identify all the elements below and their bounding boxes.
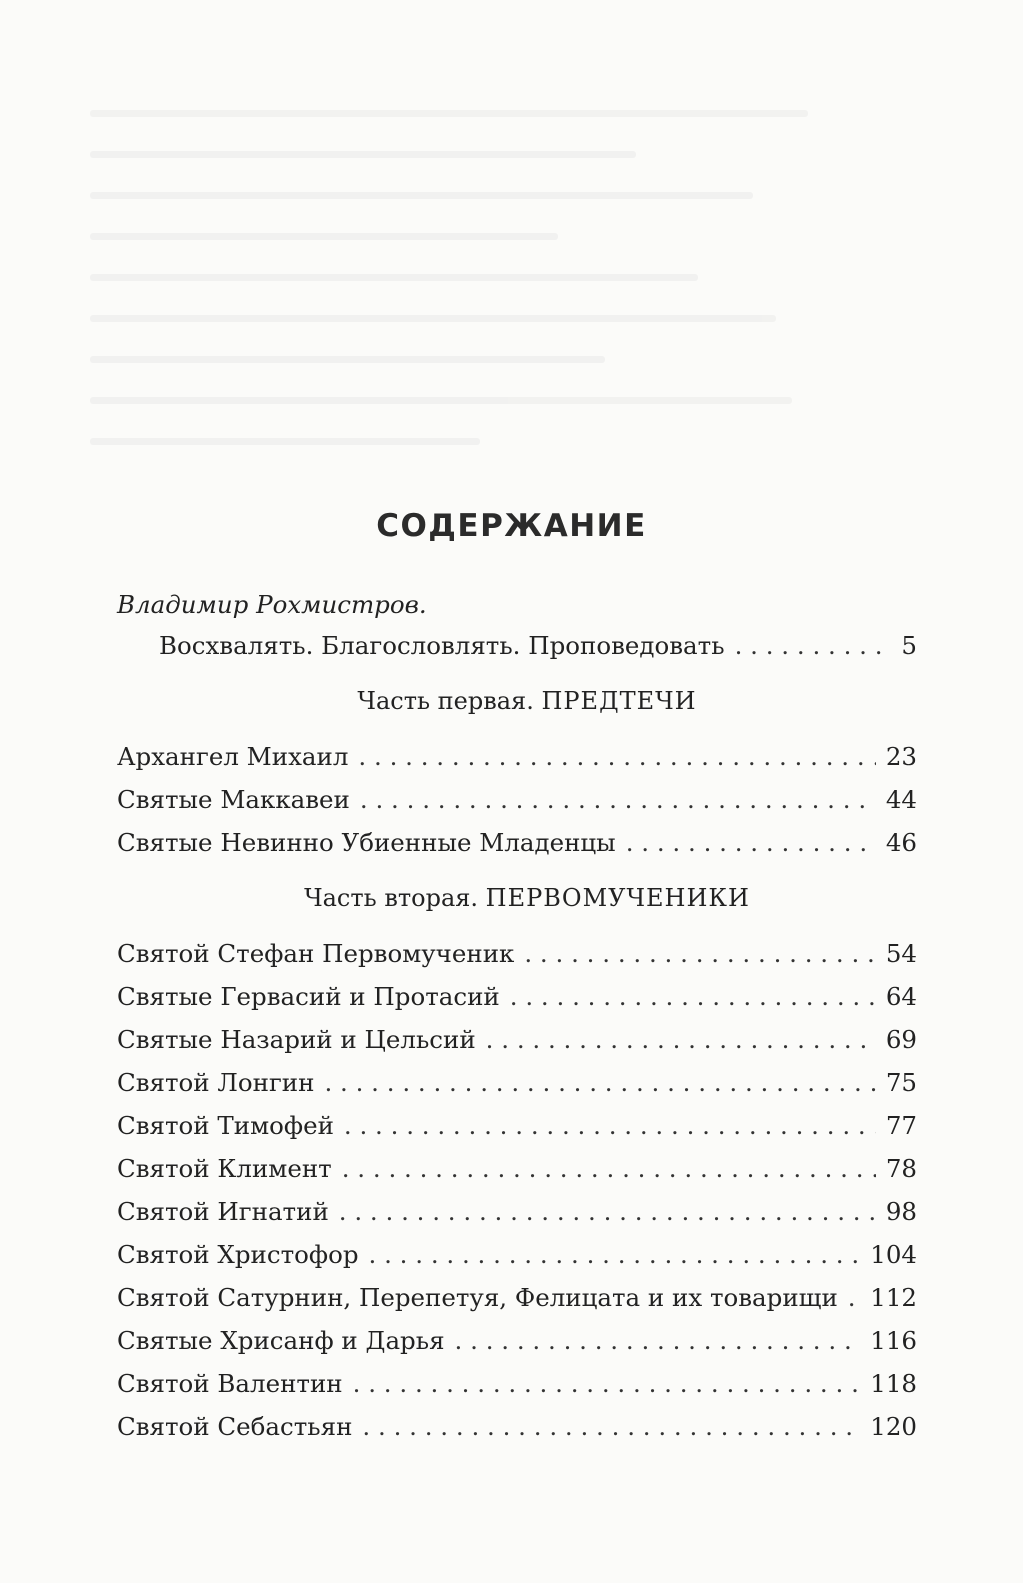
- toc-entry-label: Святой Игнатий: [117, 1197, 329, 1226]
- toc-entry-label: Святые Гервасий и Протасий: [117, 982, 500, 1011]
- leader-dots: [344, 1104, 876, 1147]
- toc-entry-intro[interactable]: [117, 624, 917, 667]
- leader-dots: [360, 778, 876, 821]
- leader-dots: [358, 735, 875, 778]
- toc-entry[interactable]: [117, 1061, 917, 1104]
- toc-entry-page: 23: [885, 742, 917, 771]
- toc-entry-label: Святые Хрисанф и Дарья: [117, 1326, 445, 1355]
- toc-entry[interactable]: [117, 778, 917, 821]
- leader-dots: [342, 1147, 876, 1190]
- toc-entry[interactable]: [117, 932, 917, 975]
- part-heading-1: [117, 667, 917, 735]
- toc-entry-label: Святые Маккавеи: [117, 785, 350, 814]
- toc-entry-label: Святые Невинно Убиенные Младенцы: [117, 828, 616, 857]
- toc-entry-page: 98: [885, 1197, 917, 1226]
- toc-entry-page: 104: [870, 1240, 917, 1269]
- leader-dots: [455, 1319, 861, 1362]
- toc-entry-page: 118: [870, 1369, 917, 1398]
- part-heading-2: [117, 864, 917, 932]
- bleed-through-text: [90, 110, 870, 510]
- leader-dots: [486, 1018, 876, 1061]
- toc-entry[interactable]: [117, 1147, 917, 1190]
- toc-entry-label: Святой Христофор: [117, 1240, 359, 1269]
- leader-dots: [369, 1233, 861, 1276]
- intro-author: Владимир Рохмистров.: [117, 590, 427, 619]
- toc-entry[interactable]: [117, 1405, 917, 1448]
- toc-entry-label: Святой Себастьян: [117, 1412, 353, 1441]
- toc-entry-label: Святой Стефан Первомученик: [117, 939, 515, 968]
- leader-dots: [848, 1276, 860, 1319]
- toc-entry-page: 54: [885, 939, 917, 968]
- toc-entry-page: 75: [885, 1068, 917, 1097]
- leader-dots: [353, 1362, 861, 1405]
- toc-entry[interactable]: [117, 1104, 917, 1147]
- toc-entry[interactable]: [117, 821, 917, 864]
- toc-entry-label: Святой Климент: [117, 1154, 332, 1183]
- part-heading-caps: ПРЕДТЕЧИ: [541, 687, 697, 715]
- leader-dots: [362, 1405, 860, 1448]
- toc-entry[interactable]: [117, 1190, 917, 1233]
- toc-entry-page: 46: [885, 828, 917, 857]
- table-of-contents: [117, 586, 917, 1448]
- leader-dots: [339, 1190, 876, 1233]
- part-heading-caps: ПЕРВОМУЧЕНИКИ: [485, 884, 750, 912]
- toc-entry-page: 77: [885, 1111, 917, 1140]
- leader-dots: [524, 932, 875, 975]
- toc-entry-page: 44: [885, 785, 917, 814]
- part-heading-label: Часть первая.: [357, 687, 534, 715]
- toc-entry[interactable]: [117, 1276, 917, 1319]
- toc-entry-page: 78: [885, 1154, 917, 1183]
- toc-entry-page: 116: [870, 1326, 917, 1355]
- toc-entry-label: Святой Сатурнин, Перепетуя, Фелицата и их товарищи: [117, 1283, 838, 1312]
- leader-dots: [626, 821, 876, 864]
- leader-dots: [735, 624, 892, 667]
- leader-dots: [510, 975, 876, 1018]
- toc-entry-label: Святой Лонгин: [117, 1068, 315, 1097]
- part-heading-label: Часть вторая.: [304, 884, 479, 912]
- toc-entry[interactable]: [117, 1233, 917, 1276]
- leader-dots: [324, 1061, 875, 1104]
- toc-entry[interactable]: [117, 735, 917, 778]
- page-title: СОДЕРЖАНИЕ: [376, 508, 647, 544]
- toc-entry-page: 112: [870, 1283, 917, 1312]
- toc-entry[interactable]: [117, 1018, 917, 1061]
- toc-entry-label: Восхвалять. Благословлять. Проповедовать: [159, 631, 725, 660]
- toc-entry-label: Святой Валентин: [117, 1369, 343, 1398]
- toc-entry-label: Архангел Михаил: [117, 742, 349, 771]
- toc-entry-page: 64: [885, 982, 917, 1011]
- toc-entry-page: 69: [885, 1025, 917, 1054]
- toc-entry-page: 120: [870, 1412, 917, 1441]
- toc-entry-label: Святой Тимофей: [117, 1111, 334, 1140]
- toc-entry-label: Святые Назарий и Цельсий: [117, 1025, 476, 1054]
- toc-entry[interactable]: [117, 1362, 917, 1405]
- toc-entry[interactable]: [117, 1319, 917, 1362]
- toc-entry[interactable]: [117, 975, 917, 1018]
- toc-entry-page: 5: [901, 631, 917, 660]
